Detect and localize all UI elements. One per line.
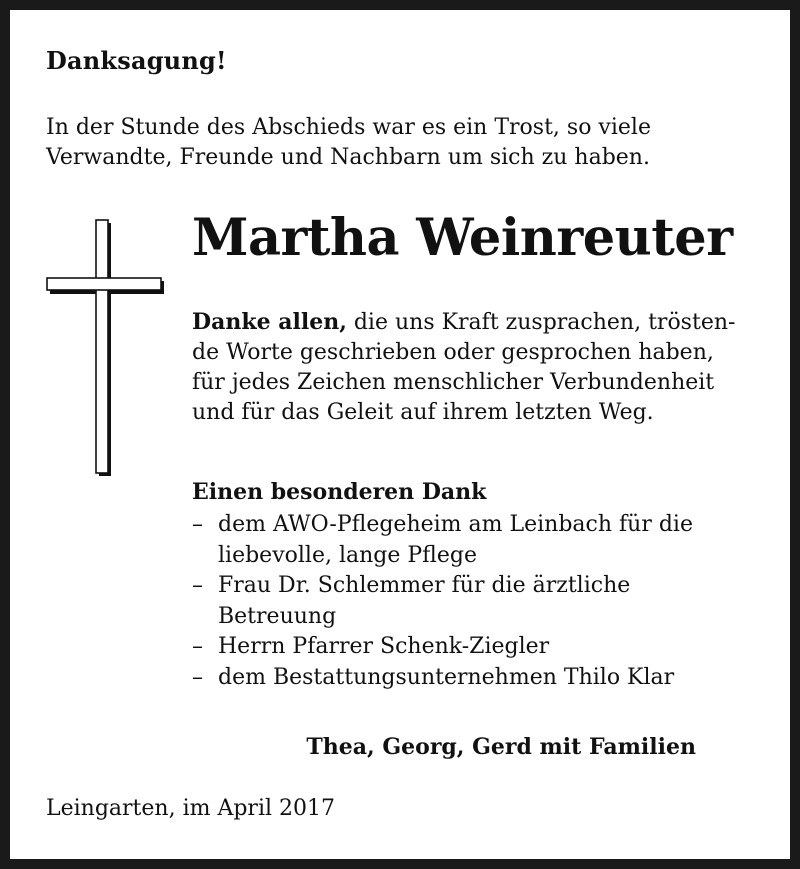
list-item-line: Betreuung xyxy=(218,603,337,629)
cross-icon xyxy=(46,216,164,476)
list-item xyxy=(192,632,782,663)
intro-line: In der Stunde des Abschieds war es ein Trost, so viele xyxy=(46,115,651,140)
thanks-lead: Danke allen, xyxy=(192,309,347,335)
thanks-line: für jedes Zeichen menschlicher Verbundenheit xyxy=(192,370,715,395)
place-date: Leingarten, im April 2017 xyxy=(46,796,335,821)
list-dash: – xyxy=(192,664,203,690)
list-item-line: liebevolle, lange Pflege xyxy=(218,542,477,568)
list-item xyxy=(192,510,782,571)
obituary-card xyxy=(10,10,790,859)
thanks-line xyxy=(192,307,782,338)
list-item-line: dem AWO-Pflegeheim am Leinbach für die xyxy=(218,512,693,537)
list-item xyxy=(192,663,782,694)
list-item-line: dem Bestattungsunternehmen Thilo Klar xyxy=(218,664,675,690)
intro-text xyxy=(46,113,746,173)
thanks-line-rest: die uns Kraft zusprachen, trösten- xyxy=(346,310,736,335)
thanks-text xyxy=(192,307,782,428)
list-dash: – xyxy=(192,512,203,537)
intro-line: Verwandte, Freunde und Nachbarn um sich zu haben. xyxy=(46,145,650,170)
list-dash: – xyxy=(192,573,203,598)
special-thanks-title: Einen besonderen Dank xyxy=(192,479,487,505)
list-item xyxy=(192,571,782,632)
list-item-line: Herrn Pfarrer Schenk-Ziegler xyxy=(218,634,550,659)
signature: Thea, Georg, Gerd mit Familien xyxy=(306,734,696,760)
deceased-name: Martha Weinreuter xyxy=(192,208,733,268)
thanks-line: de Worte geschrieben oder gesprochen haben, xyxy=(192,340,714,365)
thanks-line: und für das Geleit auf ihrem letzten Weg. xyxy=(192,400,654,425)
list-dash: – xyxy=(192,634,203,659)
heading: Danksagung! xyxy=(46,46,227,75)
list-item-line: Frau Dr. Schlemmer für die ärztliche xyxy=(218,573,631,598)
special-thanks-list xyxy=(192,510,782,693)
